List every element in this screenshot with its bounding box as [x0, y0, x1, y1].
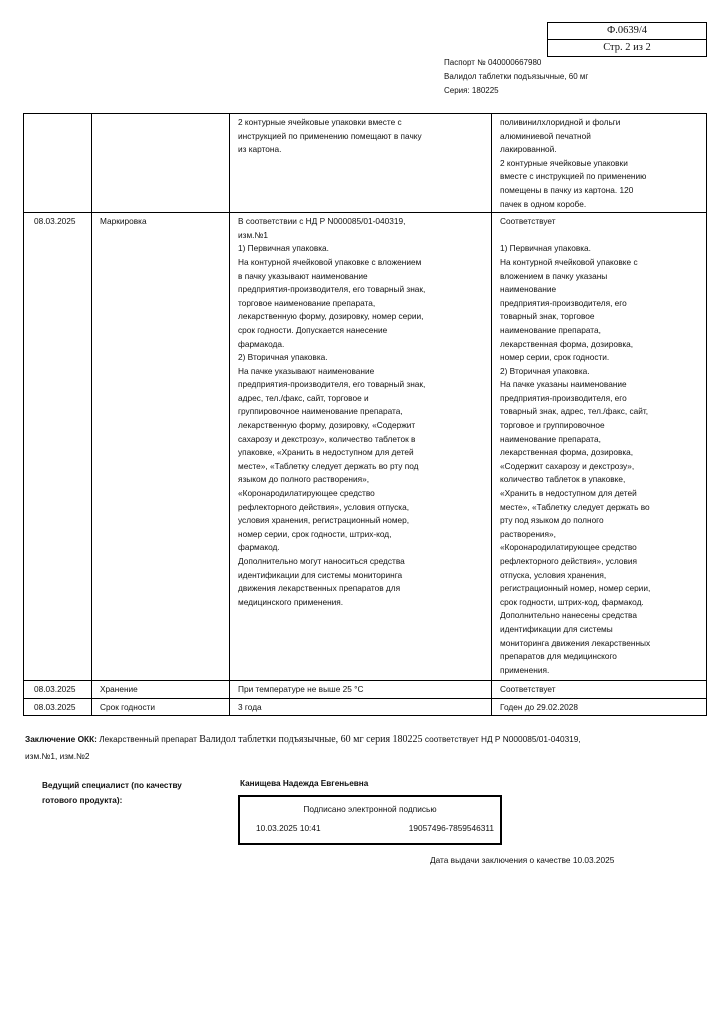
table-row: [24, 681, 707, 699]
conclusion-text-c: соответствует НД Р N000085/01-040319, изм.№1, изм.№2: [25, 734, 581, 761]
row-result: Соответствует 1) Первичная упаковка. На контурной ячейковой упаковке с вложением в пачку указаны наименование предприятия-производителя, его товарный знак, торговое наименование препарата, лекарственная форма, дозировка, номер серии, срок годности. 2) Вторичная упаковка. На пачке указаны наименование предприятия-производителя, его товарный знак, адрес, тел./факс, сайт, торговое и группировочное наименование препарата, лекарственная форма, дозировка, «Содержит сахарозу и декстрозу», количество таблеток в упаковке, «Хранить в недоступном для детей месте», «Таблетку следует держать во рту под языком до полного растворения», «Коронародилатирующее средство рефлекторного действия», условия отпуска, условия хранения, регистрационный номер, номер серии, срок годности, штрих-код, фармакод. Дополнительно нанесены средства идентификации для системы мониторинга движения лекарственных препаратов для медицинского применения.: [492, 213, 707, 681]
table-row: [24, 114, 707, 213]
row-requirement: 2 контурные ячейковые упаковки вместе с инструкцией по применению помещают в пачку из картона.: [230, 114, 492, 213]
row-parameter: Хранение: [92, 681, 230, 699]
conclusion-product: Валидол таблетки подъязычные, 60 мг серия 180225: [199, 734, 423, 745]
specialist-role: Ведущий специалист (по качеству готового продукта):: [42, 781, 182, 805]
signed-text: Подписано электронной подписью: [303, 804, 437, 814]
row-requirement: 3 года: [230, 698, 492, 716]
product-name: Валидол таблетки подъязычные, 60 мг: [444, 72, 589, 81]
passport-number: Паспорт № 040000667980: [444, 58, 542, 67]
row-parameter: [92, 114, 230, 213]
conclusion-label: Заключение ОКК:: [25, 734, 97, 744]
electronic-signature-box: [238, 795, 502, 845]
form-code-box: [547, 22, 707, 57]
table-row: [24, 213, 707, 681]
test-results-table: [23, 113, 707, 716]
row-result: поливинилхлоридной и фольги алюминиевой печатной лакированной. 2 контурные ячейковые упаковки вместе с инструкцией по применению помещены в пачку из картона. 120 пачек в одном коробе.: [492, 114, 707, 213]
issue-date: Дата выдачи заключения о качестве 10.03.2025: [430, 855, 615, 865]
specialist-name: Канищева Надежда Евгеньевна: [240, 779, 369, 788]
row-result: Соответствует: [492, 681, 707, 699]
conclusion-text-a: Лекарственный препарат: [99, 734, 197, 744]
passport-info: [444, 56, 588, 98]
table-row: [24, 698, 707, 716]
row-parameter: Маркировка: [92, 213, 230, 681]
signature-datetime: 10.03.2025 10:41: [256, 823, 321, 833]
form-code: Ф.0639/4: [606, 25, 648, 36]
row-date: 08.03.2025: [24, 681, 92, 699]
row-parameter: Срок годности: [92, 698, 230, 716]
signature-cert-id: 19057496-7859546311: [408, 823, 494, 833]
row-result: Годен до 29.02.2028: [492, 698, 707, 716]
row-requirement: В соответствии с НД Р N000085/01-040319, изм.№1 1) Первичная упаковка. На контурной ячейковой упаковке с вложением в пачку указывают наименование предприятия-производителя, его товарный знак, торговое наименование препарата, лекарственную форму, дозировку, номер серии, срок годности. Допускается нанесение фармакода. 2) Вторичная упаковка. На пачке указывают наименование предприятия-производителя, его товарный знак, адрес, тел./факс, сайт, торговое и группировочное наименование препарата, лекарственную форму, дозировку, «Содержит сахарозу и декстрозу», количество таблеток в упаковке, «Хранить в недоступном для детей месте», «Таблетку следует держать во рту под языком до полного растворения», «Коронародилатирующее средство рефлекторного действия», условия отпуска, условия хранения, регистрационный номер, номер серии, срок годности, штрих-код, фармакод. Дополнительно могут наноситься средства идентификации для системы мониторинга движения лекарственных препаратов для медицинского применения.: [230, 213, 492, 681]
conclusion: [25, 731, 585, 765]
page-number: Стр. 2 из 2: [548, 39, 706, 56]
row-date: 08.03.2025: [24, 698, 92, 716]
series-number: Серия: 180225: [444, 86, 499, 95]
row-date: 08.03.2025: [24, 213, 92, 681]
row-date: [24, 114, 92, 213]
row-requirement: При температуре не выше 25 °С: [230, 681, 492, 699]
